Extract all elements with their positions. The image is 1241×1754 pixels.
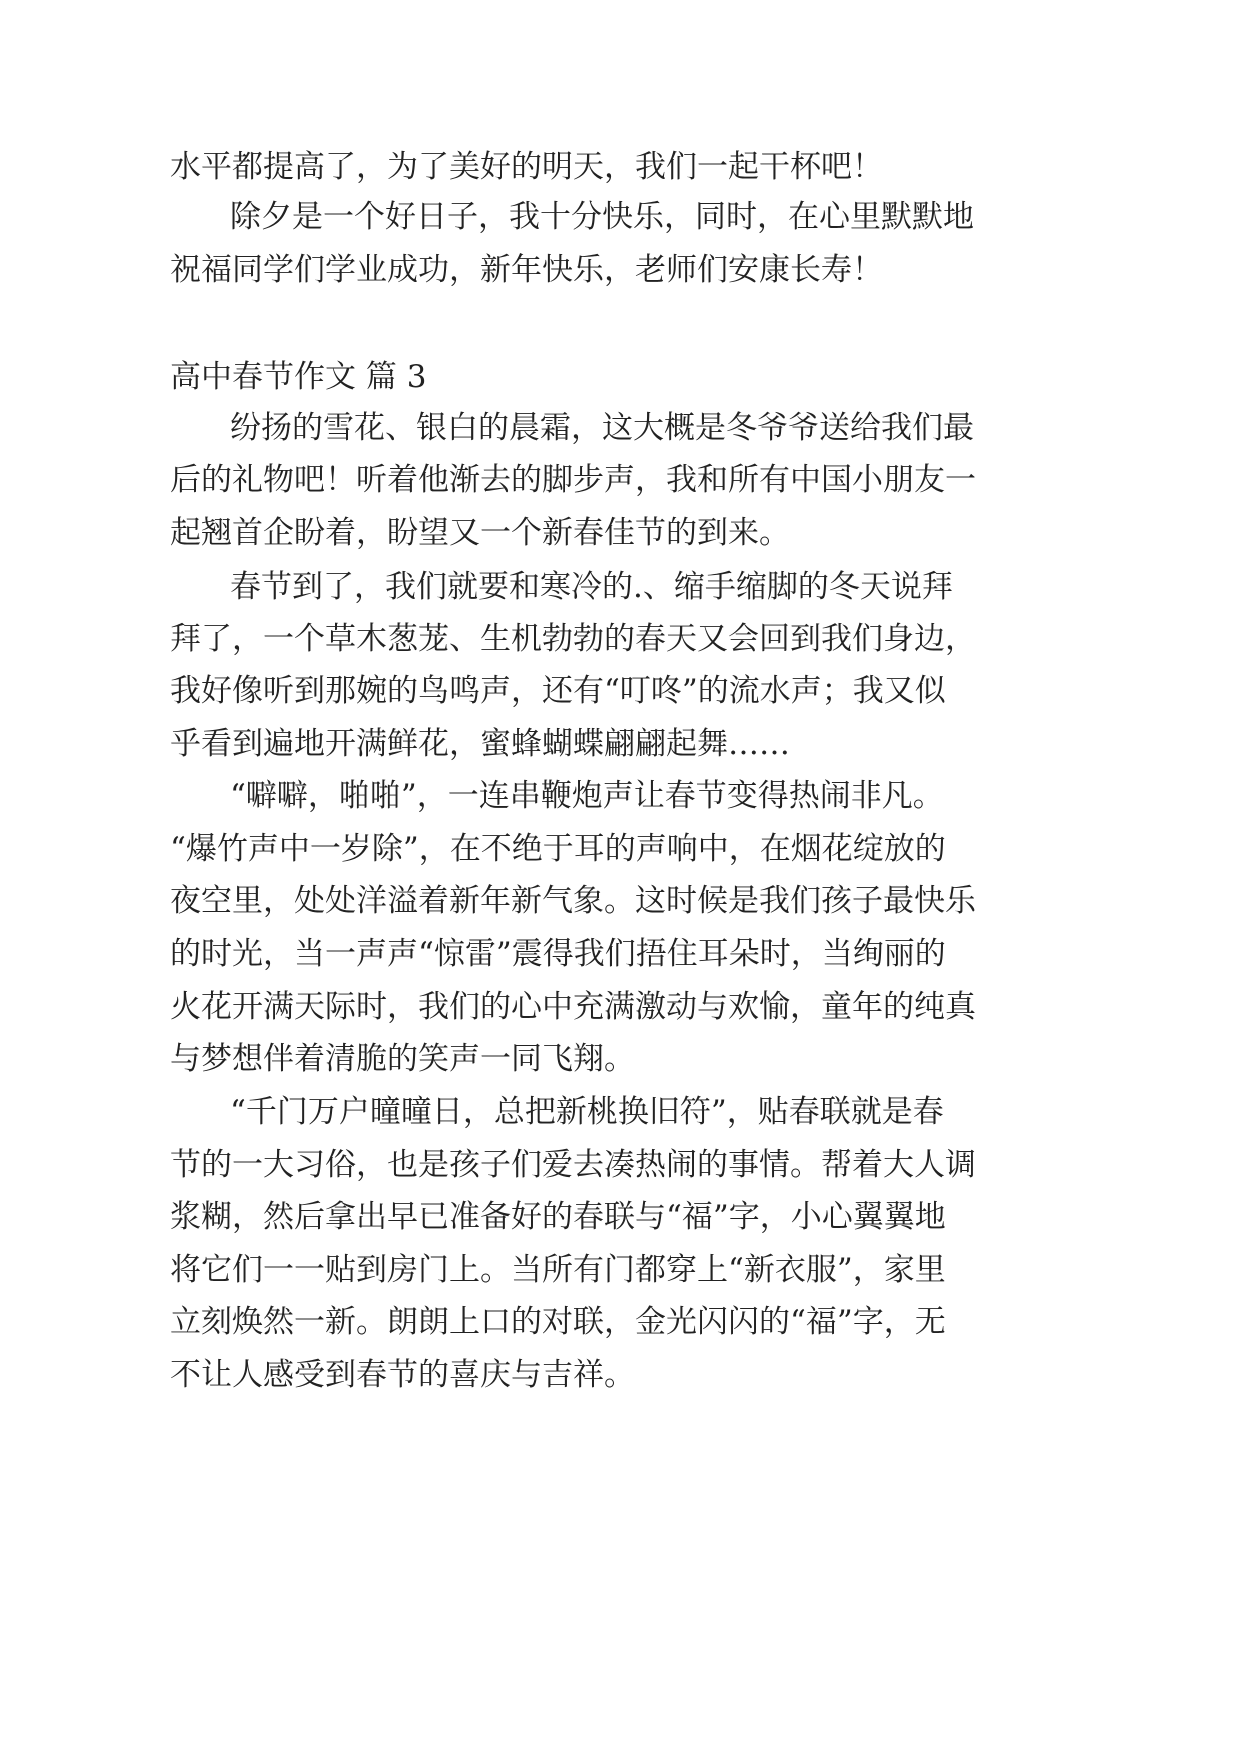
text-line: 除夕是一个好日子，我十分快乐，同时，在心里默默地 xyxy=(230,199,974,235)
text-line: 纷扬的雪花、银白的晨霜，这大概是冬爷爷送给我们最 xyxy=(230,410,974,446)
text-line: 浆糊，然后拿出早已准备好的春联与“福”字，小心翼翼地 xyxy=(170,1199,946,1235)
section-heading: 高中春节作文 篇 3 xyxy=(170,359,427,395)
text-line: 的时光，当一声声“惊雷”震得我们捂住耳朵时，当绚丽的 xyxy=(170,936,946,972)
text-line: “爆竹声中一岁除”，在不绝于耳的声响中，在烟花绽放的 xyxy=(170,831,946,867)
text-line: 不让人感受到春节的喜庆与吉祥。 xyxy=(170,1357,635,1393)
text-line: 后的礼物吧！听着他渐去的脚步声，我和所有中国小朋友一 xyxy=(170,462,976,498)
text-line: 水平都提高了，为了美好的明天，我们一起干杯吧！ xyxy=(170,149,883,185)
text-line: “千门万户曈曈日，总把新桃换旧符”，贴春联就是春 xyxy=(230,1094,944,1130)
text-line: 将它们一一贴到房门上。当所有门都穿上“新衣服”，家里 xyxy=(170,1252,946,1288)
text-line: 拜了，一个草木葱茏、生机勃勃的春天又会回到我们身边， xyxy=(170,621,976,657)
text-line: 春节到了，我们就要和寒冷的.、缩手缩脚的冬天说拜 xyxy=(230,569,953,605)
text-line: 节的一大习俗，也是孩子们爱去凑热闹的事情。帮着大人调 xyxy=(170,1147,976,1183)
text-line: 我好像听到那婉的鸟鸣声，还有“叮咚”的流水声；我又似 xyxy=(170,673,946,709)
text-line: 与梦想伴着清脆的笑声一同飞翔。 xyxy=(170,1041,635,1077)
text-line: “噼噼，啪啪”，一连串鞭炮声让春节变得热闹非凡。 xyxy=(230,778,944,814)
text-line: 夜空里，处处洋溢着新年新气象。这时候是我们孩子最快乐 xyxy=(170,883,976,919)
text-line: 起翘首企盼着，盼望又一个新春佳节的到来。 xyxy=(170,515,790,551)
text-line: 乎看到遍地开满鲜花，蜜蜂蝴蝶翩翩起舞…… xyxy=(170,726,790,762)
text-line: 火花开满天际时，我们的心中充满激动与欢愉，童年的纯真 xyxy=(170,989,976,1025)
text-line: 立刻焕然一新。朗朗上口的对联，金光闪闪的“福”字，无 xyxy=(170,1304,946,1340)
text-line: 祝福同学们学业成功，新年快乐，老师们安康长寿！ xyxy=(170,252,883,288)
